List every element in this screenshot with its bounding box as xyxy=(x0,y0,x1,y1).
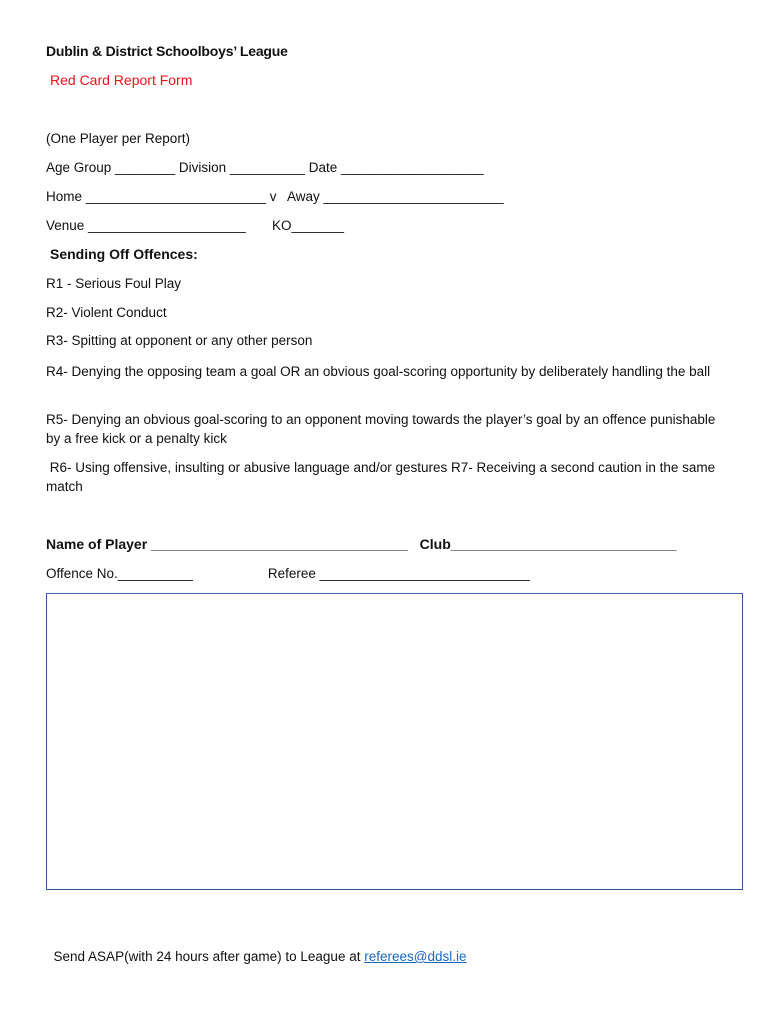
form-title: Red Card Report Form xyxy=(50,72,193,88)
offences-heading: Sending Off Offences: xyxy=(50,246,198,262)
offence-referee-line: Offence No.__________ Referee ____________________________ xyxy=(46,566,530,581)
player-name-club-line: Name of Player _________________________________ Club_____________________________ xyxy=(46,536,677,552)
offence-r6-r7: R6- Using offensive, insulting or abusive language and/or gestures R7- Receiving a second caution in the same match xyxy=(46,460,719,494)
one-player-note: (One Player per Report) xyxy=(46,131,191,146)
home-away-line: Home ________________________ v Away ________________________ xyxy=(46,189,504,204)
offence-r5: R5- Denying an obvious goal-scoring to an opponent moving towards the player’s goal by an offence punishable by a free kick or a penalty kick xyxy=(46,412,716,446)
offence-r2: R2- Violent Conduct xyxy=(46,305,167,320)
age-group-line: Age Group ________ Division __________ Date ___________________ xyxy=(46,160,484,175)
offence-r1: R1 - Serious Foul Play xyxy=(46,276,182,291)
email-link[interactable]: referees@ddsl.ie xyxy=(364,949,467,964)
report-text-box[interactable] xyxy=(46,593,743,890)
offence-r3: R3- Spitting at opponent or any other person xyxy=(46,333,313,348)
offence-r4: R4- Denying the opposing team a goal OR an obvious goal-scoring opportunity by deliberately handling the ball xyxy=(46,364,711,379)
league-name: Dublin & District Schoolboys’ League xyxy=(46,43,288,59)
venue-ko-line: Venue _____________________ KO_______ xyxy=(46,218,345,233)
footer-text: Send ASAP(with 24 hours after game) to League at xyxy=(53,949,365,964)
footer-instructions xyxy=(46,934,466,964)
